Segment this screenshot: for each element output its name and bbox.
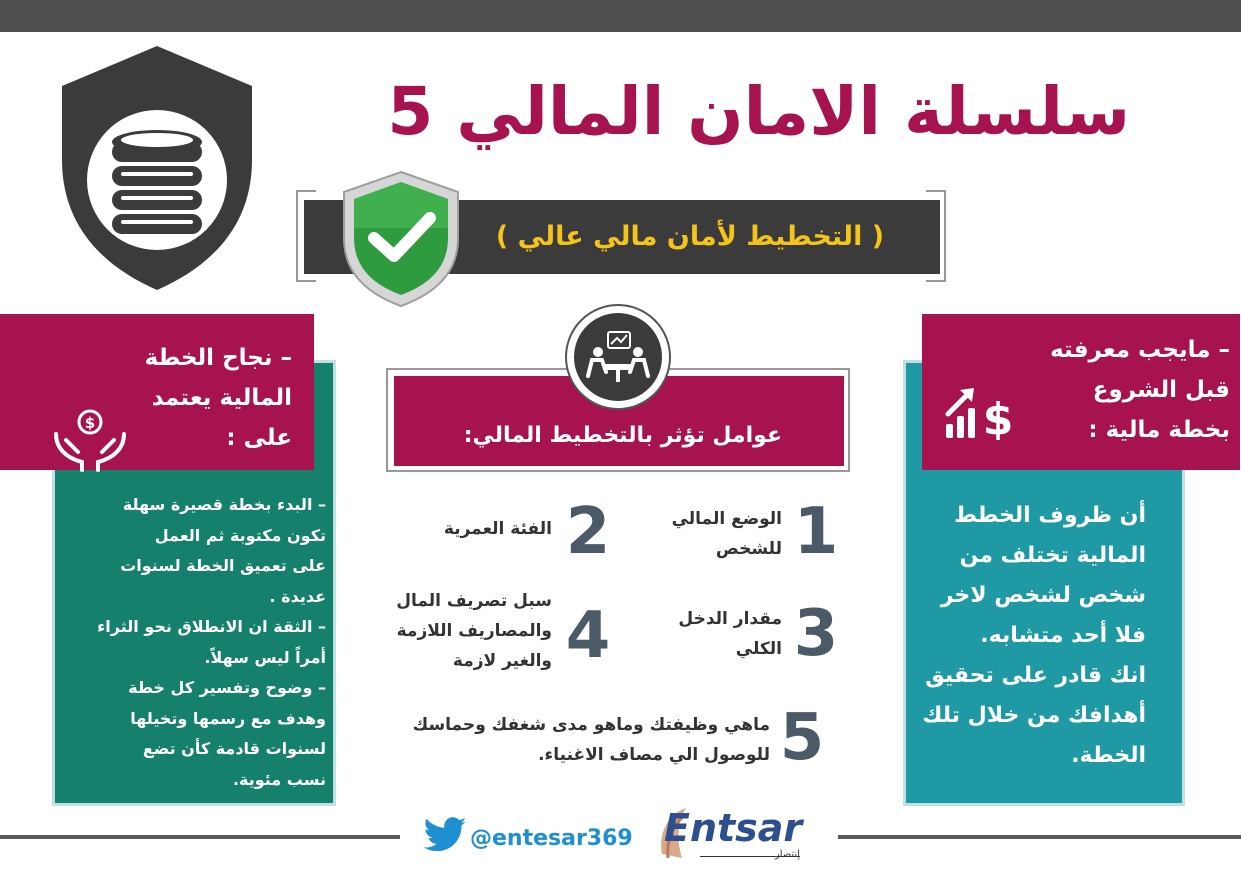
twitter-handle[interactable]: @entesar369 [470,826,633,851]
right-body-line: فلا أحد متشابه. [980,623,1146,648]
item-line: والمصاريف اللازمة [396,621,552,641]
item-number: 2 [565,495,611,569]
left-body-line: عديدة . [269,586,326,606]
item-line: ماهي وظيفتك وماهو مدى شغفك وحماسك [412,715,770,735]
subtitle: ( التخطيط لأمان مالي عالي ) [495,221,885,252]
left-heading-line: على : [226,425,292,451]
item-line: والغير لازمة [452,651,552,671]
growth-dollar-icon [944,384,1018,440]
item-1-text [620,504,782,564]
right-heading-line: – مايجب معرفته [1050,337,1230,363]
left-panel-text [66,490,326,795]
item-line: للشخص [715,539,782,559]
brand-logo: Entsar [664,806,803,850]
right-body-line: شخص لشخص لاخر [940,583,1146,608]
middle-heading: عوامل تؤثر بالتخطيط المالي: [463,423,782,448]
item-number: 1 [793,495,839,569]
item-number: 5 [779,701,825,775]
item-5-text [400,710,770,770]
right-heading-line: قبل الشروع [1092,377,1230,403]
item-number: 4 [565,599,611,673]
right-heading-line: بخطة مالية : [1088,417,1230,443]
right-body-line: انك قادر على تحقيق [925,663,1146,688]
item-line: للوصول الي مصاف الاغنياء. [538,745,770,765]
brand-logo-subtitle: إنتصار [774,849,800,860]
meeting-icon [562,302,674,412]
right-body-line: المالية تختلف من [959,543,1146,568]
left-body-line: لسنوات قادمة كأن تضع [142,739,326,758]
left-body-line: وهدف مع رسمها وتخيلها [130,708,326,728]
right-panel-heading [1030,330,1230,450]
top-bar [0,0,1241,32]
footer-divider-right [838,835,1241,839]
hands-coin-icon [52,408,128,472]
left-panel-heading [110,338,292,458]
left-heading-line: – نجاح الخطة [144,345,292,371]
page-title: سلسلة الامان المالي 5 [387,73,1130,150]
right-panel-text [920,496,1146,776]
twitter-icon[interactable] [422,816,468,856]
left-body-line: – البدء بخطة قصيرة سهلة [122,495,326,514]
item-line: الفئة العمرية [443,519,552,539]
right-body-line: أن ظروف الخطط [954,503,1146,528]
left-body-line: – الثقة ان الانطلاق نحو الثراء [97,617,326,636]
item-line: الكلي [735,639,782,659]
item-line: الوضع المالي [671,509,782,529]
footer-divider-left [0,835,400,839]
right-body-line: الخطة. [1071,743,1146,768]
left-body-line: نسب مئوية. [232,769,326,789]
left-body-line: تكون مكتوبة ثم العمل [154,525,326,545]
item-3-text [620,604,782,664]
left-body-line: أمراً ليس سهلاً. [204,647,326,667]
left-heading-line: المالية يعتمد [151,385,292,411]
right-body-line: أهدافك من خلال تلك [922,703,1146,728]
dollar-sign: $ [982,394,1014,440]
item-2-text [392,514,552,544]
left-body-line: على تعميق الخطة لسنوات [120,556,326,575]
check-shield-icon [338,168,464,308]
shield-coins-icon [52,40,262,296]
item-4-text [360,586,552,676]
left-body-line: – وضوح وتفسير كل خطة [128,678,326,697]
item-line: مقدار الدخل [678,609,782,629]
item-line: سبل تصريف المال [396,591,552,611]
coin-symbol: $ [84,414,96,432]
item-number: 3 [793,597,839,671]
